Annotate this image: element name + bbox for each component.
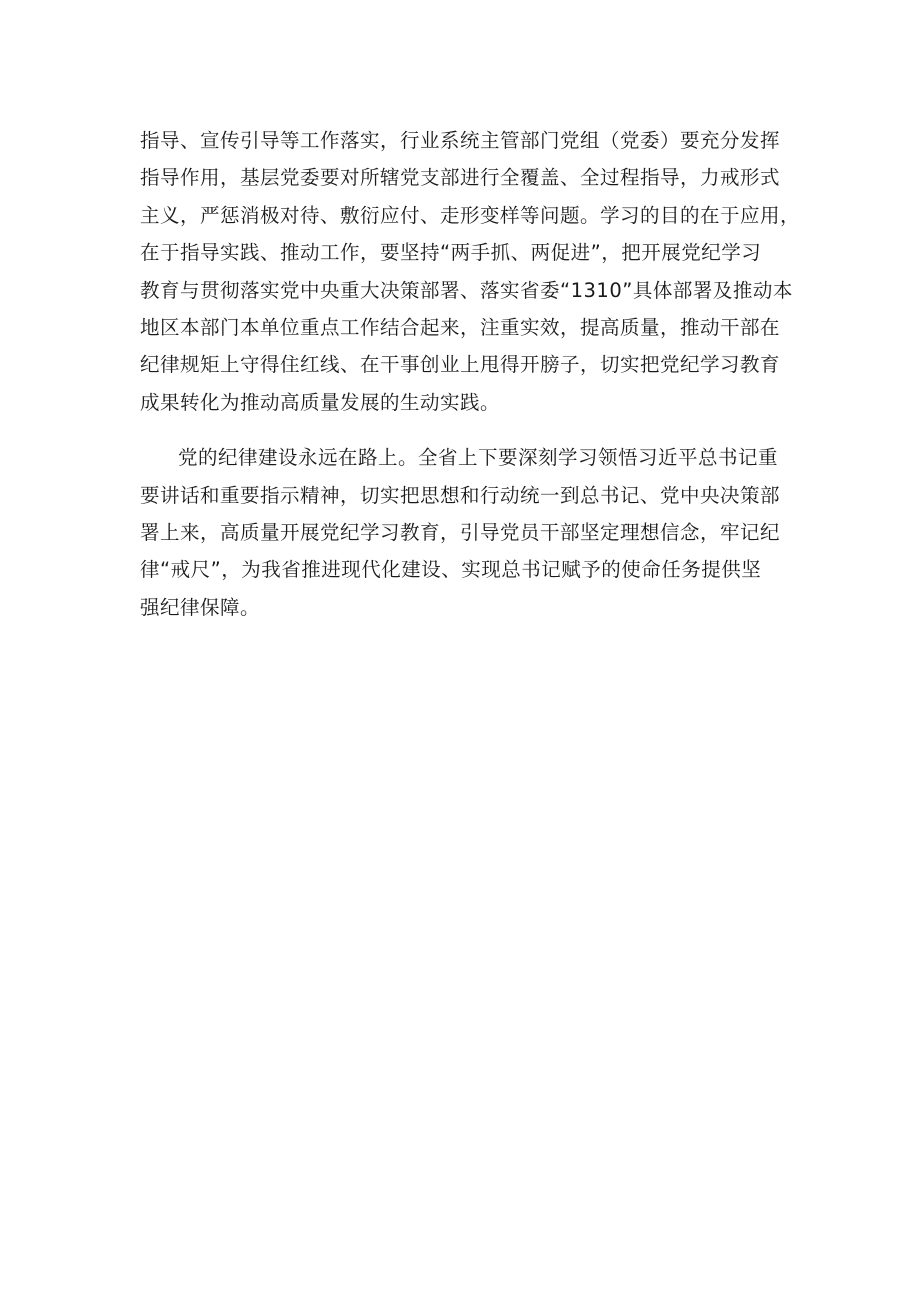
paragraph-2 bbox=[140, 439, 790, 626]
paragraph-1 bbox=[140, 122, 801, 421]
paragraph-line: 强纪律保障。 bbox=[140, 595, 261, 619]
paragraph-line: 署上来，高质量开展党纪学习教育，引导党员干部坚定理想信念，牢记纪 bbox=[140, 520, 781, 544]
paragraph-line: 要讲话和重要指示精神，切实把思想和行动统一到总书记、党中央决策部 bbox=[140, 483, 781, 507]
document-body bbox=[140, 122, 801, 626]
paragraph-line: 指导作用，基层党委要对所辖党支部进行全覆盖、全过程指导，力戒形式 bbox=[140, 166, 781, 190]
paragraph-line: 地区本部门本单位重点工作结合起来，注重实效，提高质量，推动干部在 bbox=[140, 315, 781, 339]
paragraph-line: 在于指导实践、推动工作，要坚持“两手抓、两促进”，把开展党纪学习 bbox=[140, 241, 762, 265]
paragraph-spacer bbox=[140, 421, 790, 439]
paragraph-line: 纪律规矩上守得住红线、在干事创业上甩得开膀子，切实把党纪学习教育 bbox=[140, 353, 781, 377]
paragraph-line: 党的纪律建设永远在路上。全省上下要深刻学习领悟习近平总书记重 bbox=[178, 446, 779, 470]
paragraph-line: 指导、宣传引导等工作落实，行业系统主管部门党组（党委）要充分发挥 bbox=[140, 129, 781, 152]
paragraph-line: 律“戒尺”，为我省推进现代化建设、实现总书记赋予的使命任务提供坚 bbox=[140, 558, 762, 582]
paragraph-line: 主义，严惩消极对待、敷衍应付、走形变样等问题。学习的目的在于应用， bbox=[140, 203, 801, 227]
paragraph-line: 成果转化为推动高质量发展的生动实践。 bbox=[140, 390, 501, 414]
paragraph-line: 教育与贯彻落实党中央重大决策部署、落实省委“1310”具体部署及推动本 bbox=[140, 278, 793, 302]
